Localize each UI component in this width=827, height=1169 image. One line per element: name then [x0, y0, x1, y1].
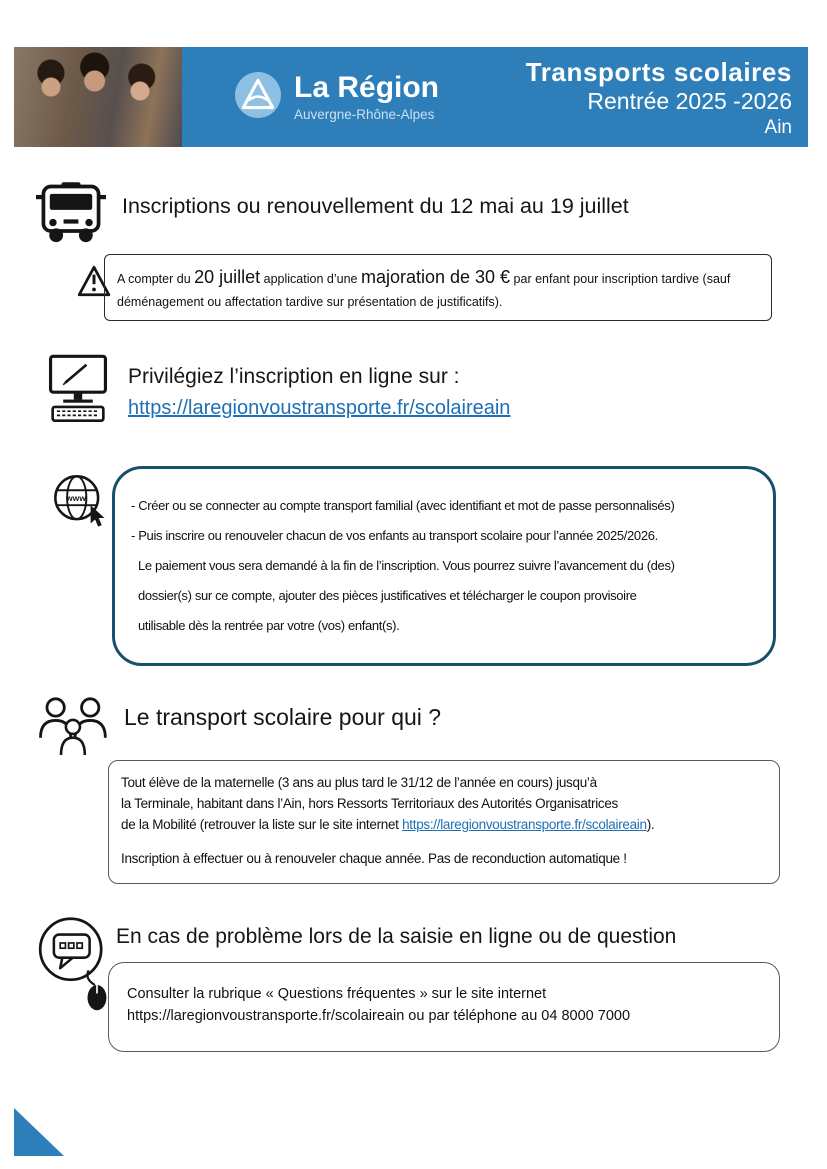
who-line-3-pre: de la Mobilité (retrouver la liste sur le site internet: [121, 816, 403, 832]
warning-text-part2: application d’une: [260, 272, 361, 286]
faq-contact-box: [108, 962, 780, 1052]
eligibility-link[interactable]: https://laregionvoustransporte.fr/scolaireain: [402, 816, 647, 832]
renewal-note: Inscription à effectuer ou à renouveler chaque année. Pas de reconduction automatique !: [121, 850, 627, 866]
steps-line-5: utilisable dès la rentrée par votre (vos) enfant(s).: [138, 617, 400, 633]
help-line-2: https://laregionvoustransporte.fr/scolaireain ou par téléphone au 04 8000 7000: [127, 1008, 631, 1025]
doc-department: Ain: [764, 116, 792, 138]
region-logo-subtitle: Auvergne-Rhône-Alpes: [294, 106, 435, 122]
header-banner: [14, 47, 808, 147]
globe-www-icon: [50, 472, 112, 532]
who-line-3: [121, 815, 767, 836]
steps-line-4: dossier(s) sur ce compte, ajouter des pièces justificatives et télécharger le coupon provisoire: [138, 587, 637, 603]
late-fee-warning-box: [104, 254, 772, 321]
chat-help-icon: [36, 914, 118, 1014]
svg-text:www: www: [66, 492, 86, 503]
region-logo: [234, 71, 439, 124]
steps-line-3: Le paiement vous sera demandé à la fin de l’inscription. Vous pourrez suivre l’avancement du (des): [138, 557, 675, 573]
who-line-3-post: ).: [646, 816, 655, 832]
steps-line-1: - Créer ou se connecter au compte transport familial (avec identifiant et mot de passe personnalisés): [131, 498, 675, 513]
warning-date: 20 juillet: [194, 267, 261, 287]
registration-link[interactable]: https://laregionvoustransporte.fr/scolaireain: [128, 397, 511, 419]
family-icon: [34, 694, 114, 762]
warning-text-part3: par enfant pour inscription tardive (sauf déménagement ou affectation tardive sur présentation de justificatifs).: [117, 272, 731, 309]
help-heading: En cas de problème lors de la saisie en ligne ou de question: [116, 925, 677, 948]
corner-triangle-decoration: [14, 1108, 64, 1156]
warning-text-part1: A compter du: [117, 272, 195, 286]
header-photo: [14, 47, 182, 147]
banner-title-block: [526, 54, 808, 139]
online-steps-box: [112, 466, 776, 666]
computer-icon: [40, 354, 116, 424]
who-line-1: Tout élève de la maternelle (3 ans au plus tard le 31/12 de l’année en cours) jusqu’à: [121, 775, 597, 790]
bus-icon: [36, 182, 106, 244]
doc-subtitle: Rentrée 2025 -2026: [587, 88, 792, 115]
doc-title: Transports scolaires: [525, 57, 792, 88]
online-heading: Privilégiez l’inscription en ligne sur :: [128, 365, 460, 388]
region-logo-text: [294, 72, 439, 122]
who-heading: Le transport scolaire pour qui ?: [124, 704, 442, 730]
inscription-heading: Inscriptions ou renouvellement du 12 mai au 19 juillet: [122, 194, 629, 218]
eligibility-box: [108, 760, 780, 884]
help-line-1: Consulter la rubrique « Questions fréquentes » sur le site internet: [127, 986, 547, 1002]
steps-line-2: - Puis inscrire ou renouveler chacun de vos enfants au transport scolaire pour l’année 2025/2026.: [131, 527, 658, 543]
region-logo-title: La Région: [294, 71, 440, 105]
warning-fee: majoration de 30 €: [360, 267, 511, 287]
who-line-2: la Terminale, habitant dans l’Ain, hors Ressorts Territoriaux des Autorités Organisatrices: [121, 795, 618, 811]
region-logo-icon: [234, 71, 282, 124]
